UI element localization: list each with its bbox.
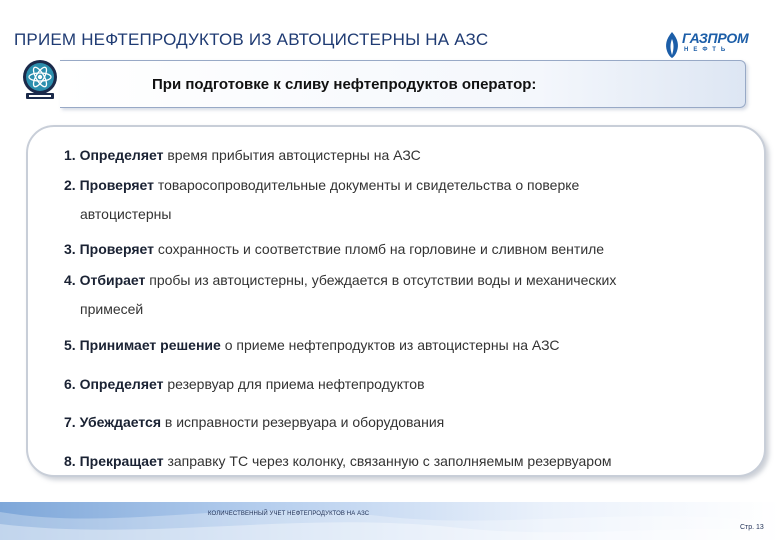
item-number: 4.: [64, 272, 76, 288]
item-action: Проверяет: [79, 177, 154, 193]
item-text: сохранность и соответствие пломб на горловине и сливном вентиле: [153, 241, 605, 257]
page-number: Стр. 13: [740, 524, 764, 531]
gazprom-neft-logo: [662, 30, 749, 60]
list-item: [64, 336, 754, 354]
footer-text: КОЛИЧЕСТВЕННЫЙ УЧЕТ НЕФТЕПРОДУКТОВ НА АЗС: [208, 511, 370, 517]
list-item: [64, 176, 754, 194]
item-text: резервуар для приема нефтепродуктов: [163, 376, 425, 392]
footer-bar: [0, 502, 780, 540]
item-action: Определяет: [79, 376, 164, 392]
item-text: пробы из автоцистерны, убеждается в отсутствии воды и механических: [145, 272, 617, 288]
list-item: [64, 375, 754, 393]
item-text: заправку ТС через колонку, связанную с заполняемым резервуаром: [163, 453, 612, 469]
header-box: [60, 60, 746, 108]
atom-emblem-icon: [20, 58, 60, 106]
item-text: о приеме нефтепродуктов из автоцистерны на АЗС: [220, 337, 560, 353]
item-number: 8.: [64, 453, 76, 469]
item-action: Проверяет: [79, 241, 154, 257]
item-number: 5.: [64, 337, 76, 353]
logo-subname: НЕФТЬ: [684, 47, 731, 53]
item-text: в исправности резервуара и оборудования: [161, 414, 445, 430]
item-number: 3.: [64, 241, 76, 257]
page-title: ПРИЕМ НЕФТЕПРОДУКТОВ ИЗ АВТОЦИСТЕРНЫ НА АЗС: [14, 30, 489, 49]
item-action: Прекращает: [79, 453, 164, 469]
item-number: 2.: [64, 177, 76, 193]
item-number: 6.: [64, 376, 76, 392]
item-continuation: автоцистерны: [80, 206, 172, 222]
list-item: [64, 146, 754, 164]
item-action: Отбирает: [79, 272, 146, 288]
gazprom-flame-icon: [662, 30, 682, 60]
item-action: Принимает решение: [79, 337, 221, 353]
list-item: [64, 240, 754, 258]
item-number: 7.: [64, 414, 76, 430]
item-continuation: примесей: [80, 301, 144, 317]
header-text: При подготовке к сливу нефтепродуктов оператор:: [152, 76, 537, 93]
item-text: товаросопроводительные документы и свидетельства о поверке: [153, 177, 580, 193]
footer-wave-decoration: [0, 502, 780, 540]
item-action: Убеждается: [79, 414, 162, 430]
item-action: Определяет: [79, 147, 164, 163]
item-text: время прибытия автоцистерны на АЗС: [163, 147, 421, 163]
list-item: [64, 271, 754, 289]
logo-name: ГАЗПРОМ: [682, 30, 749, 46]
item-number: 1.: [64, 147, 76, 163]
list-item: [64, 452, 754, 470]
list-item: [64, 413, 754, 431]
